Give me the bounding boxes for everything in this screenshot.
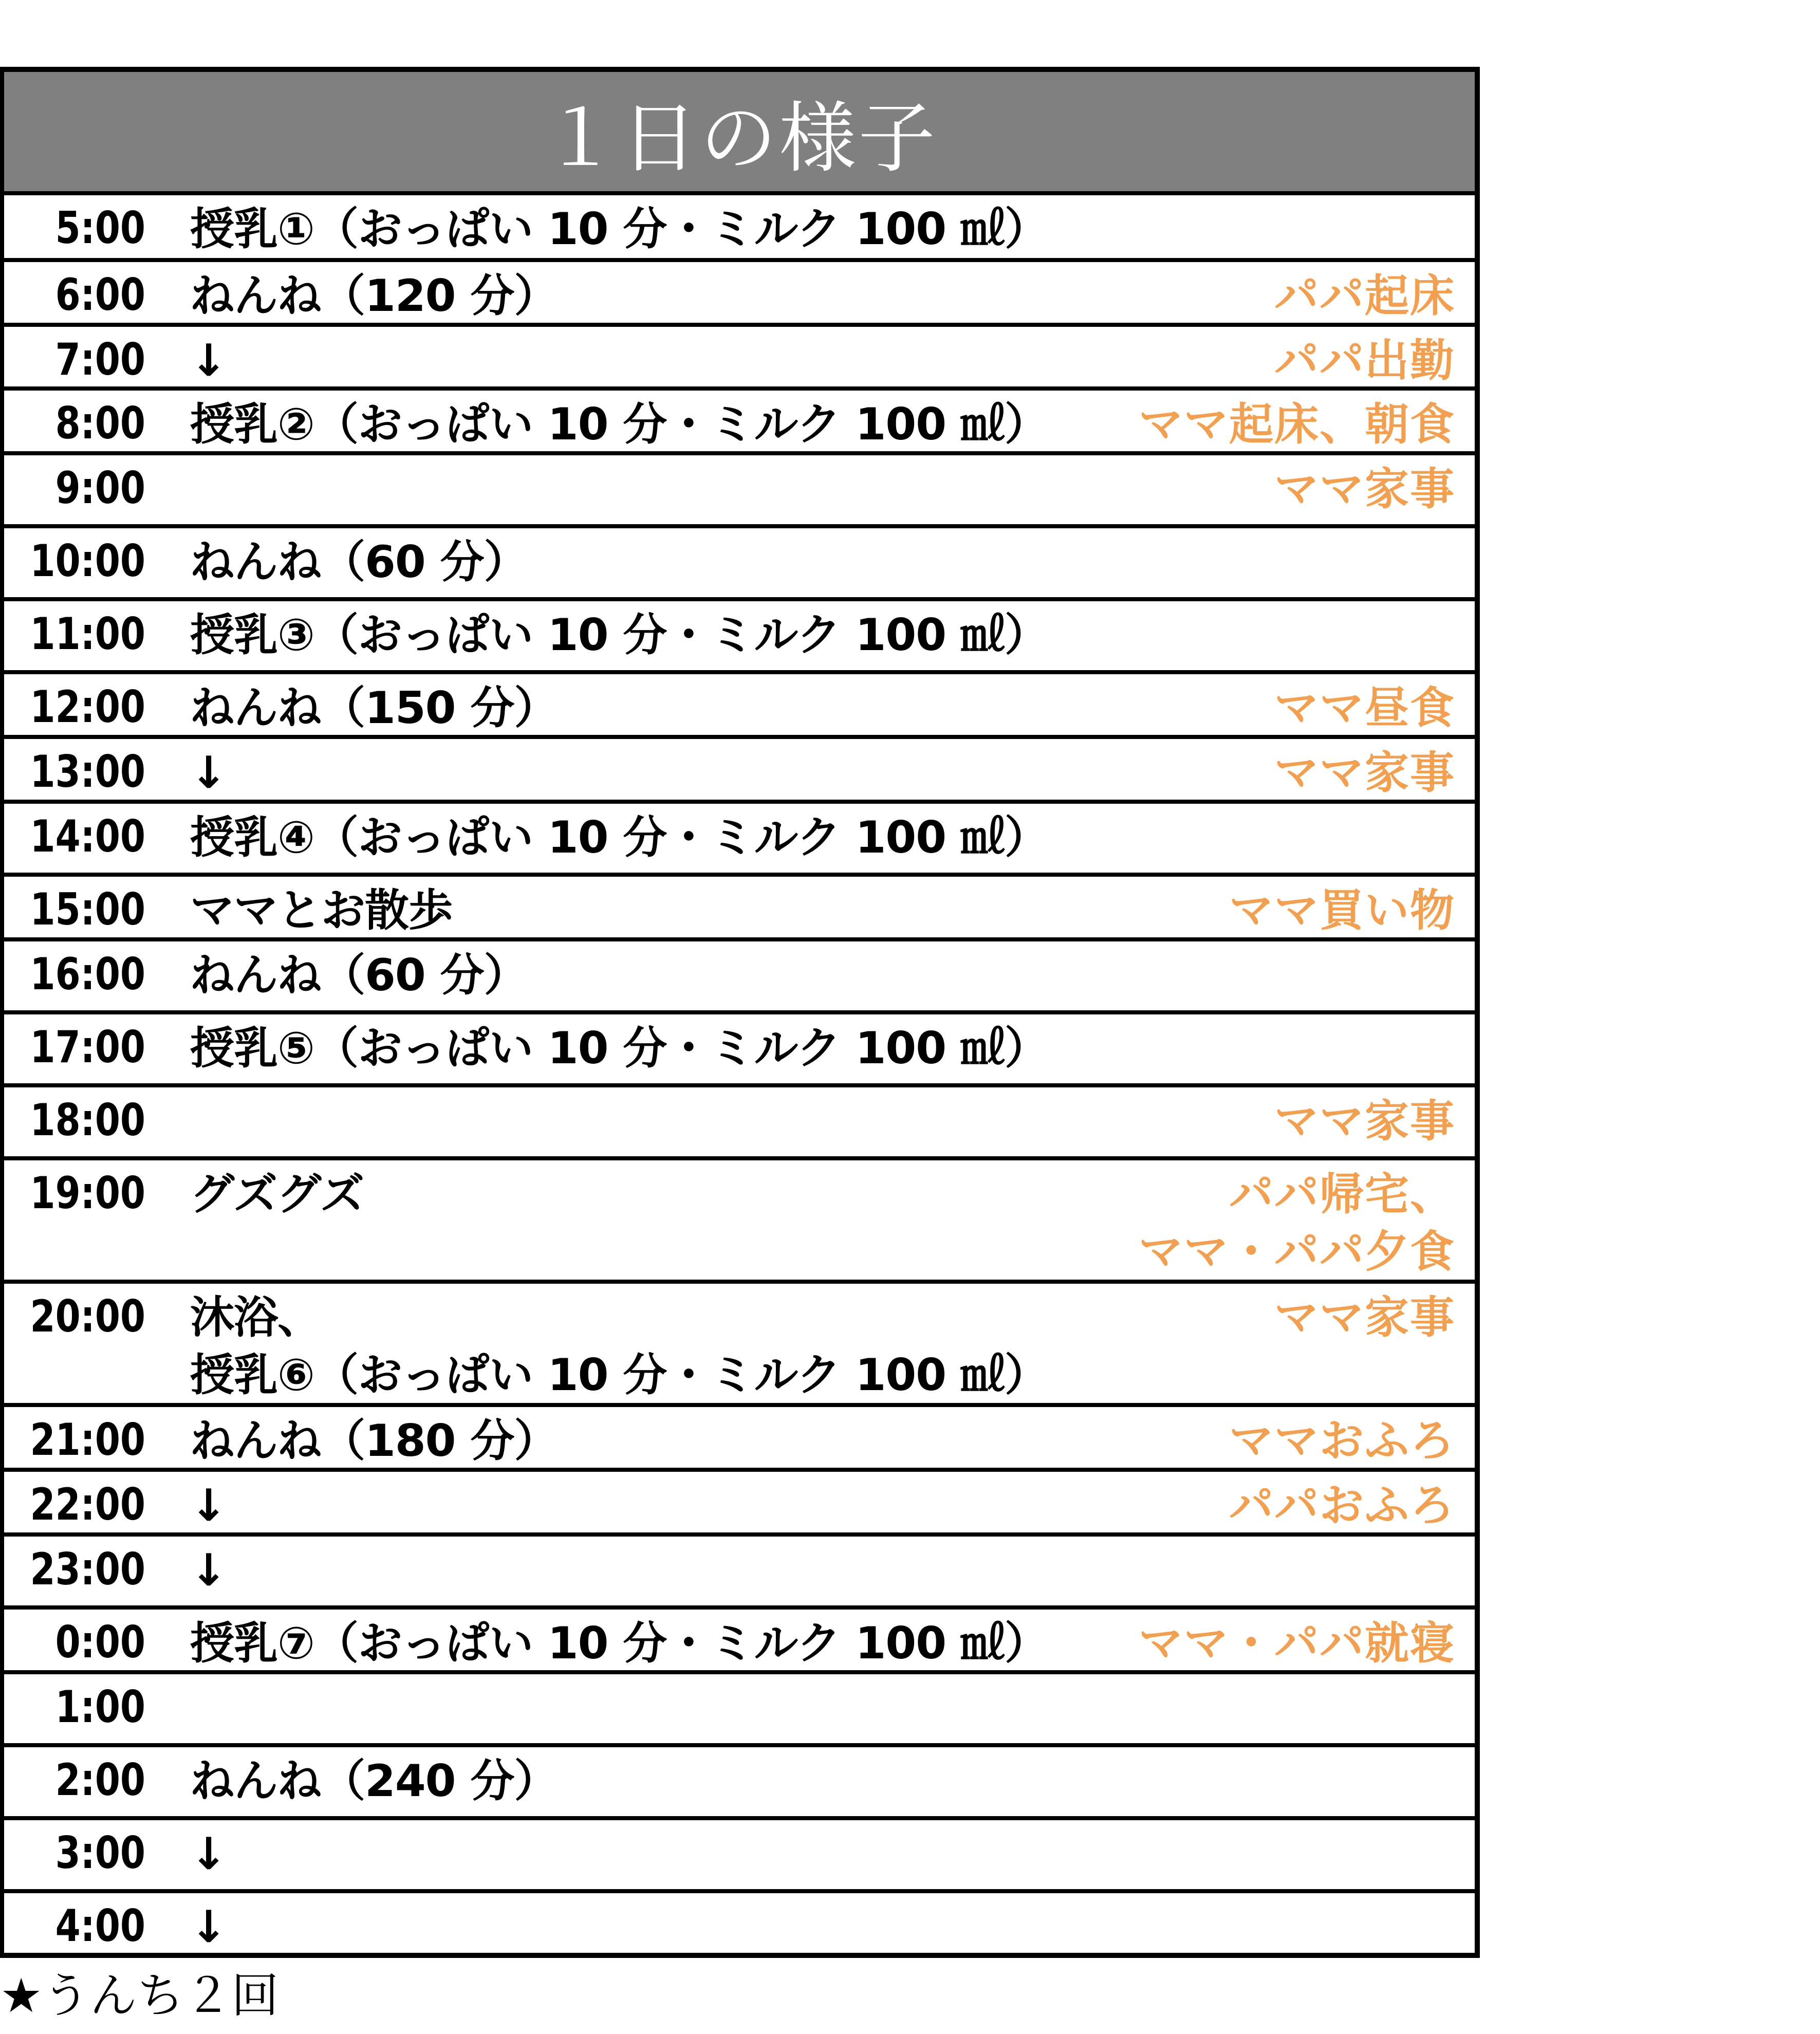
row-parent-activity [1139, 1166, 1455, 1281]
row-activity [190, 332, 227, 390]
row-parent-activity [1274, 332, 1455, 390]
activity-line: グズグズ [190, 1169, 364, 1220]
row-time: 21:00 [30, 1414, 146, 1466]
activity-line: 授乳③（おっぱい 10 分・ミルク 100 ㎖） [190, 609, 1049, 661]
row-activity [190, 1020, 1048, 1077]
activity-line: ↓ [190, 1480, 227, 1531]
row-activity [190, 1166, 364, 1223]
schedule-row [4, 391, 1475, 455]
row-time: 17:00 [30, 1022, 146, 1073]
schedule-row [4, 739, 1475, 804]
schedule-row [4, 1537, 1475, 1610]
activity-line: 授乳④（おっぱい 10 分・ミルク 100 ㎖） [190, 812, 1049, 863]
schedule-row [4, 1893, 1475, 1966]
row-activity [190, 679, 558, 737]
activity-line: ママとお散歩 [190, 885, 452, 936]
schedule-row [4, 877, 1475, 941]
row-time: 12:00 [30, 681, 146, 733]
row-parent-activity [1229, 882, 1455, 939]
activity-line: ↓ [190, 1828, 227, 1880]
row-activity [190, 533, 528, 591]
activity-line: ねんね（180 分） [190, 1415, 558, 1467]
row-activity [190, 1825, 227, 1883]
row-time: 14:00 [30, 811, 146, 862]
activity-line: ↓ [190, 1545, 227, 1596]
row-time: 13:00 [30, 746, 146, 798]
row-activity [190, 947, 528, 1004]
page-title: １日の様子 [4, 72, 1475, 195]
row-parent-activity [1139, 396, 1455, 453]
row-time: 22:00 [30, 1479, 146, 1530]
row-activity [190, 1752, 558, 1810]
activity-line: ねんね（150 分） [190, 682, 558, 734]
footnote: ★うんち２回 [0, 1968, 279, 2023]
row-parent-activity [1229, 1412, 1455, 1470]
row-activity [190, 1898, 227, 1956]
row-activity [190, 1289, 1048, 1404]
row-parent-activity [1229, 1477, 1455, 1534]
parent-activity-line: パパ帰宅、 [1229, 1169, 1455, 1220]
row-time: 6:00 [55, 269, 145, 321]
row-activity [190, 1615, 1048, 1672]
row-parent-activity [1274, 1093, 1455, 1150]
activity-line: ねんね（60 分） [190, 950, 528, 1001]
schedule-row [4, 1284, 1475, 1407]
row-time: 23:00 [30, 1544, 146, 1595]
row-parent-activity [1274, 679, 1455, 737]
row-activity [190, 396, 1048, 453]
row-time: 20:00 [30, 1291, 146, 1342]
parent-activity-line: ママおふろ [1229, 1415, 1455, 1467]
row-time: 1:00 [55, 1681, 145, 1733]
activity-line: ねんね（120 分） [190, 270, 558, 322]
row-parent-activity [1274, 460, 1455, 518]
schedule-row [4, 601, 1475, 674]
activity-line: ねんね（240 分） [190, 1755, 558, 1807]
schedule-row [4, 455, 1475, 528]
parent-activity-line: ママ家事 [1274, 1096, 1455, 1147]
row-activity [190, 809, 1048, 866]
activity-line: ↓ [190, 1901, 227, 1953]
row-parent-activity [1139, 1615, 1455, 1672]
schedule-table [4, 195, 1475, 1966]
row-parent-activity [1274, 267, 1455, 325]
row-time: 8:00 [55, 398, 145, 449]
row-activity [190, 606, 1048, 664]
row-time: 18:00 [30, 1095, 146, 1146]
schedule-row [4, 674, 1475, 739]
parent-activity-line: パパ起床 [1274, 270, 1455, 322]
schedule-row [4, 528, 1475, 601]
parent-activity-line: パパおふろ [1229, 1480, 1455, 1531]
activity-line: ↓ [190, 747, 227, 799]
row-time: 15:00 [30, 884, 146, 935]
schedule-row [4, 1407, 1475, 1472]
parent-activity-line: ママ昼食 [1274, 682, 1455, 734]
row-time: 3:00 [55, 1827, 145, 1879]
row-time: 9:00 [55, 463, 145, 514]
row-time: 16:00 [30, 949, 146, 1000]
schedule-row [4, 195, 1475, 262]
schedule-sheet [0, 67, 1480, 1958]
schedule-row [4, 941, 1475, 1014]
activity-line: 授乳⑤（おっぱい 10 分・ミルク 100 ㎖） [190, 1023, 1049, 1074]
parent-activity-line: ママ・パパ夕食 [1139, 1226, 1455, 1278]
parent-activity-line: ママ・パパ就寝 [1139, 1618, 1455, 1669]
row-time: 19:00 [30, 1168, 146, 1219]
row-activity [190, 744, 227, 802]
row-parent-activity [1274, 744, 1455, 802]
activity-line: 授乳⑦（おっぱい 10 分・ミルク 100 ㎖） [190, 1618, 1049, 1669]
row-time: 5:00 [55, 202, 145, 254]
row-time: 0:00 [55, 1617, 145, 1668]
schedule-row [4, 804, 1475, 877]
parent-activity-line: ママ家事 [1274, 464, 1455, 515]
schedule-row [4, 1820, 1475, 1893]
row-activity [190, 1542, 227, 1599]
activity-line: 授乳⑥（おっぱい 10 分・ミルク 100 ㎖） [190, 1349, 1049, 1401]
parent-activity-line: ママ家事 [1274, 747, 1455, 799]
schedule-row [4, 1160, 1475, 1284]
row-activity [190, 267, 558, 325]
row-activity [190, 882, 452, 939]
schedule-row [4, 1610, 1475, 1674]
parent-activity-line: ママ家事 [1274, 1292, 1455, 1343]
activity-line: 授乳②（おっぱい 10 分・ミルク 100 ㎖） [190, 399, 1049, 450]
parent-activity-line: ママ買い物 [1229, 885, 1455, 936]
schedule-row [4, 1747, 1475, 1820]
parent-activity-line: パパ出勤 [1274, 335, 1455, 386]
schedule-row [4, 327, 1475, 391]
row-time: 10:00 [30, 535, 146, 587]
activity-line: ↓ [190, 335, 227, 386]
schedule-row [4, 1674, 1475, 1747]
activity-line: 授乳①（おっぱい 10 分・ミルク 100 ㎖） [190, 204, 1049, 255]
activity-line: 沐浴、 [190, 1292, 321, 1343]
schedule-row [4, 1014, 1475, 1087]
row-time: 7:00 [55, 334, 145, 385]
row-parent-activity [1274, 1289, 1455, 1346]
parent-activity-line: ママ起床、朝食 [1139, 399, 1455, 450]
row-activity [190, 1477, 227, 1534]
row-time: 2:00 [55, 1754, 145, 1806]
row-activity [190, 200, 1048, 258]
row-time: 11:00 [30, 608, 146, 660]
schedule-row [4, 262, 1475, 327]
schedule-row [4, 1087, 1475, 1160]
row-time: 4:00 [55, 1900, 145, 1952]
schedule-row [4, 1472, 1475, 1537]
activity-line: ねんね（60 分） [190, 537, 528, 588]
row-activity [190, 1412, 558, 1470]
